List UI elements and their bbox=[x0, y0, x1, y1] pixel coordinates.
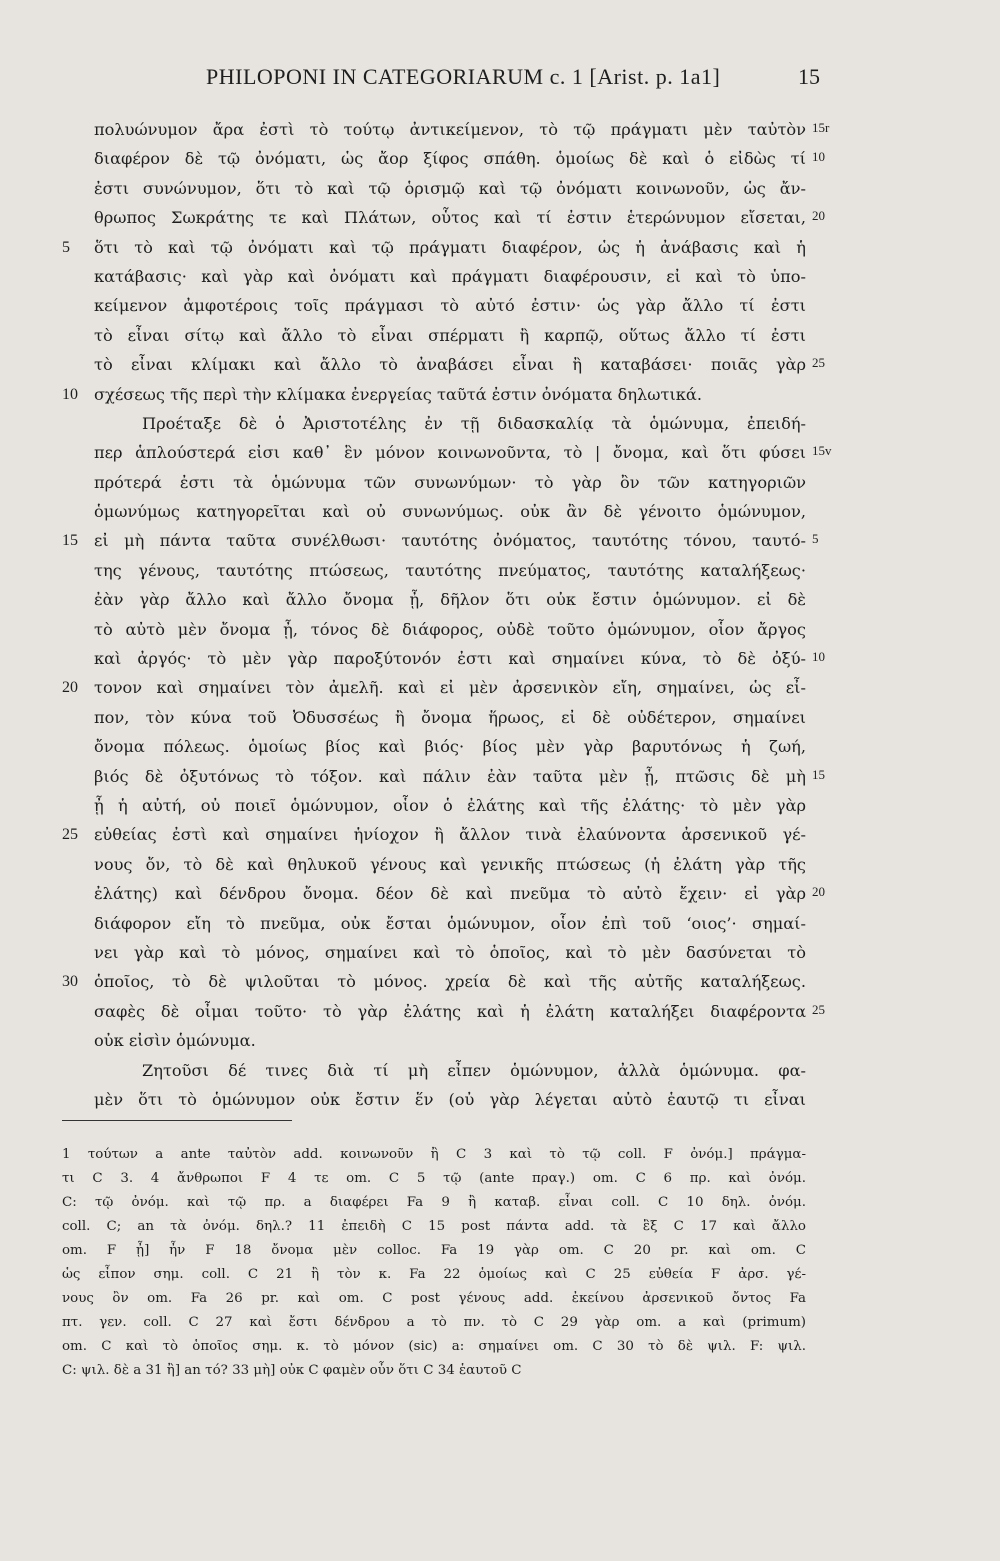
line-text: ἐὰν γὰρ ἄλλο καὶ ἄλλο ὄνομα ᾖ, δῆλον ὅτι οὐκ ἔστιν ὁμώνυμον. εἰ δὲ bbox=[94, 590, 806, 610]
apparatus-line: C: ψιλ. δὲ a 31 ἢ] an τό? 33 μὴ] οὐκ C φαμὲν οὖν ὅτι C 34 ἑαυτοῦ C bbox=[62, 1363, 522, 1378]
apparatus-line: πτ. γεν. coll. C 27 καὶ ἔστι δένδρου a τὸ πν. τὸ C 29 γὰρ om. a καὶ (primum) bbox=[62, 1315, 806, 1330]
line-text: ὄνομα πόλεως. ὁμοίως βίος καὶ βιός· βίος μὲν γὰρ βαρυτόνως ἡ ζωή, bbox=[94, 737, 806, 757]
text-line bbox=[0, 791, 1000, 820]
line-number: 15 bbox=[62, 532, 78, 550]
text-line bbox=[0, 1026, 1000, 1055]
text-line bbox=[0, 909, 1000, 938]
margin-reference: 15 bbox=[812, 766, 825, 782]
apparatus-line: coll. C; an τὰ ὀνόμ. δηλ.? 11 ἐπειδὴ C 15 post πάντα add. τὰ ἓξ C 17 καὶ ἄλλο bbox=[62, 1219, 806, 1234]
apparatus-line: τι C 3. 4 ἄνθρωποι F 4 τε om. C 5 τῷ (ante πραγ.) om. C 6 πρ. καὶ ὀνόμ. bbox=[62, 1171, 806, 1186]
line-text: πον, τὸν κύνα τοῦ Ὀδυσσέως ἢ ὄνομα ἥρωος, εἰ δὲ οὐδέτερον, σημαίνει bbox=[94, 707, 806, 727]
apparatus-line: C: τῷ ὀνόμ. καὶ τῷ πρ. a διαφέρει Fa 9 ἢ καταβ. εἶναι coll. C 10 δηλ. ὀνόμ. bbox=[62, 1195, 806, 1210]
line-text: τονον καὶ σημαίνει τὸν ἀμελῆ. καὶ εἰ μὲν ἀρσενικὸν εἴη, σημαίνει, ὡς εἶ- bbox=[94, 678, 806, 698]
text-line bbox=[0, 673, 1000, 702]
line-text: ἐστι συνώνυμον, ὅτι τὸ καὶ τῷ ὁρισμῷ καὶ τῷ ὀνόματι κοινωνοῦν, ὡς ἄν- bbox=[94, 178, 806, 198]
text-line bbox=[0, 732, 1000, 761]
text-line bbox=[0, 938, 1000, 967]
text-line bbox=[0, 526, 1000, 555]
text-line bbox=[0, 233, 1000, 262]
text-line bbox=[0, 438, 1000, 467]
text-line bbox=[0, 115, 1000, 144]
text-line bbox=[0, 321, 1000, 350]
margin-reference: 20 bbox=[812, 884, 825, 900]
line-text: διάφορον εἴη τὸ πνεῦμα, οὐκ ἔσται ὁμώνυμον, οἷον ἐπὶ τοῦ ‘οιος’· σημαί- bbox=[94, 913, 806, 933]
apparatus-line: 1 τούτων a ante ταὐτὸν add. κοινωνοῦν ἢ C 3 καὶ τὸ τῷ coll. F ὀνόμ.] πράγμα- bbox=[62, 1147, 806, 1162]
line-text: πρότερά ἐστι τὰ ὁμώνυμα τῶν συνωνύμων· τὸ γὰρ ὂν τῶν κατηγοριῶν bbox=[94, 472, 806, 492]
text-line bbox=[0, 997, 1000, 1026]
text-line bbox=[0, 1085, 1000, 1114]
footnote-divider bbox=[62, 1120, 292, 1121]
line-text: οὐκ εἰσὶν ὁμώνυμα. bbox=[94, 1031, 256, 1051]
line-text: περ ἁπλούστερά εἰσι καθ᾽ ἓν μόνον κοινωνοῦντα, τὸ | ὄνομα, καὶ ὅτι φύσει bbox=[94, 443, 806, 463]
line-text: εὐθείας ἐστὶ καὶ σημαίνει ἡνίοχον ἢ ἄλλον τινὰ ἐλαύνοντα ἀρσενικοῦ γέ- bbox=[94, 825, 806, 845]
text-line bbox=[0, 380, 1000, 409]
line-text: πολυώνυμον ἄρα ἐστὶ τὸ τούτῳ ἀντικείμενον, τὸ τῷ πράγματι μὲν ταὐτὸν bbox=[94, 120, 806, 139]
line-text: κατάβασις· καὶ γὰρ καὶ ὀνόματι καὶ πράγματι διαφέρουσιν, εἰ καὶ τὸ ὑπο- bbox=[94, 266, 806, 286]
line-text: της γένους, ταυτότης πτώσεως, ταυτότης πνεύματος, ταυτότης καταλήξεως· bbox=[94, 560, 806, 580]
text-line bbox=[0, 174, 1000, 203]
apparatus-line: om. C καὶ τὸ ὁποῖος σημ. κ. τὸ μόνον (sic) a: σημαίνει om. C 30 τὸ δὲ ψιλ. F: ψιλ. bbox=[62, 1339, 806, 1354]
line-text: μὲν ὅτι τὸ ὁμώνυμον οὐκ ἔστιν ἕν (οὐ γὰρ λέγεται αὐτὸ ἑαυτῷ τι εἶναι bbox=[94, 1089, 806, 1109]
running-head: PHILOPONI IN CATEGORIARUM c. 1 [Arist. p. 1a1] bbox=[206, 64, 721, 89]
margin-reference: 10 bbox=[812, 649, 825, 665]
line-text: Ζητοῦσι δέ τινες διὰ τί μὴ εἶπεν ὁμώνυμον, ἀλλὰ ὁμώνυμα. φα- bbox=[142, 1060, 806, 1080]
line-number: 30 bbox=[62, 973, 78, 991]
text-line bbox=[0, 762, 1000, 791]
line-number: 20 bbox=[62, 679, 78, 697]
page-number: 15 bbox=[798, 64, 820, 89]
margin-reference: 15v bbox=[812, 443, 832, 459]
line-text: βιός δὲ ὀξυτόνως τὸ τόξον. καὶ πάλιν ἐὰν ταῦτα μὲν ᾖ, πτῶσις δὲ μὴ bbox=[94, 766, 806, 786]
page-header bbox=[0, 64, 1000, 100]
line-text: ᾖ ἡ αὐτή, οὐ ποιεῖ ὁμώνυμον, οἷον ὁ ἐλάτης καὶ τῆς ἐλάτης· τὸ μὲν γὰρ bbox=[94, 795, 806, 815]
line-text: θρωπος Σωκράτης τε καὶ Πλάτων, οὗτος καὶ τί ἐστιν ἑτερώνυμον εἴσεται, bbox=[94, 208, 806, 228]
text-line bbox=[0, 556, 1000, 585]
line-text: κείμενον ἀμφοτέροις τοῖς πράγμασι τὸ αὐτό ἐστιν· ὡς γὰρ ἄλλο τί ἐστι bbox=[94, 296, 806, 316]
line-text: τὸ εἶναι σίτῳ καὶ ἄλλο τὸ εἶναι σπέρματι ἢ καρπῷ, οὕτως ἄλλο τί ἐστι bbox=[94, 325, 806, 345]
text-line bbox=[0, 203, 1000, 232]
text-line bbox=[0, 585, 1000, 614]
line-text: ὁποῖος, τὸ δὲ ψιλοῦται τὸ μόνος. χρεία δὲ καὶ τῆς αὐτῆς καταλήξεως. bbox=[94, 972, 806, 992]
line-text: καὶ ἀργός· τὸ μὲν γὰρ παροξύτονόν ἐστι καὶ σημαίνει κύνα, τὸ δὲ ὀξύ- bbox=[94, 649, 806, 669]
line-text: ἐλάτης) καὶ δένδρου ὄνομα. δέον δὲ καὶ πνεῦμα τὸ αὐτὸ ἔχειν· εἰ γὰρ bbox=[94, 884, 806, 904]
line-number: 25 bbox=[62, 826, 78, 844]
text-line bbox=[0, 468, 1000, 497]
margin-reference: 25 bbox=[812, 355, 825, 371]
main-text bbox=[0, 115, 1000, 1114]
text-line bbox=[0, 967, 1000, 996]
text-line bbox=[0, 350, 1000, 379]
line-text: νει γὰρ καὶ τὸ μόνος, σημαίνει καὶ τὸ ὁποῖος, καὶ τὸ μὲν δασύνεται τὸ bbox=[94, 942, 806, 962]
line-text: σχέσεως τῆς περὶ τὴν κλίμακα ἐνεργείας ταῦτά ἐστιν ὀνόματα δηλωτικά. bbox=[94, 384, 702, 404]
line-text: Προέταξε δὲ ὁ Ἀριστοτέλης ἐν τῇ διδασκαλίᾳ τὰ ὁμώνυμα, ἐπειδή- bbox=[142, 413, 806, 433]
text-line bbox=[0, 615, 1000, 644]
line-text: τὸ εἶναι κλίμακι καὶ ἄλλο τὸ ἀναβάσει εἶναι ἢ καταβάσει· ποιᾶς γὰρ bbox=[94, 355, 806, 375]
apparatus-line: νους ὂν om. Fa 26 pr. καὶ om. C post γένους add. ἐκείνου ἀρσενικοῦ ὄντος Fa bbox=[62, 1291, 806, 1306]
text-line bbox=[0, 144, 1000, 173]
line-number: 5 bbox=[62, 238, 70, 256]
line-text: διαφέρον δὲ τῷ ὀνόματι, ὡς ἄορ ξίφος σπάθη. ὁμοίως δὲ καὶ ὁ εἰδὼς τί bbox=[94, 149, 806, 169]
text-line bbox=[0, 497, 1000, 526]
margin-reference: 20 bbox=[812, 208, 825, 224]
margin-reference: 5 bbox=[812, 531, 819, 547]
line-text: τὸ αὐτὸ μὲν ὄνομα ᾖ, τόνος δὲ διάφορος, οὐδὲ τοῦτο ὁμώνυμον, οἷον ἄργος bbox=[94, 619, 806, 639]
apparatus-line: ὡς εἶπον σημ. coll. C 21 ἢ τὸν κ. Fa 22 ὁμοίως καὶ C 25 εὐθεία F ἀρσ. γέ- bbox=[62, 1267, 806, 1282]
margin-reference: 10 bbox=[812, 149, 825, 165]
text-line bbox=[0, 879, 1000, 908]
apparatus-line: om. F ᾖ] ἦν F 18 ὄνομα μὲν colloc. Fa 19 γὰρ om. C 20 pr. καὶ om. C bbox=[62, 1243, 806, 1258]
text-line bbox=[0, 850, 1000, 879]
text-line bbox=[0, 703, 1000, 732]
text-line bbox=[0, 262, 1000, 291]
line-number: 10 bbox=[62, 385, 78, 403]
line-text: νους ὄν, τὸ δὲ καὶ θηλυκοῦ γένους καὶ γενικῆς πτώσεως (ἡ ἐλάτη γὰρ τῆς bbox=[94, 854, 806, 874]
text-line bbox=[0, 409, 1000, 438]
text-line bbox=[0, 820, 1000, 849]
text-line bbox=[0, 1056, 1000, 1085]
line-text: σαφὲς δὲ οἶμαι τοῦτο· τὸ γὰρ ἐλάτης καὶ ἡ ἐλάτη καταλήξει διαφέροντα bbox=[94, 1001, 806, 1021]
line-text: εἰ μὴ πάντα ταῦτα συνέλθωσι· ταυτότης ὀνόματος, ταυτότης τόνου, ταυτό- bbox=[94, 531, 806, 551]
margin-reference: 15r bbox=[812, 120, 830, 135]
text-line bbox=[0, 291, 1000, 320]
text-line bbox=[0, 644, 1000, 673]
margin-reference: 25 bbox=[812, 1001, 825, 1017]
line-text: ὁμωνύμως κατηγορεῖται καὶ οὐ συνωνύμως. οὐκ ἂν δὲ γένοιτο ὁμώνυμον, bbox=[94, 502, 806, 522]
line-text: ὅτι τὸ καὶ τῷ ὀνόματι καὶ τῷ πράγματι διαφέρον, ὡς ἡ ἀνάβασις καὶ ἡ bbox=[94, 237, 806, 257]
